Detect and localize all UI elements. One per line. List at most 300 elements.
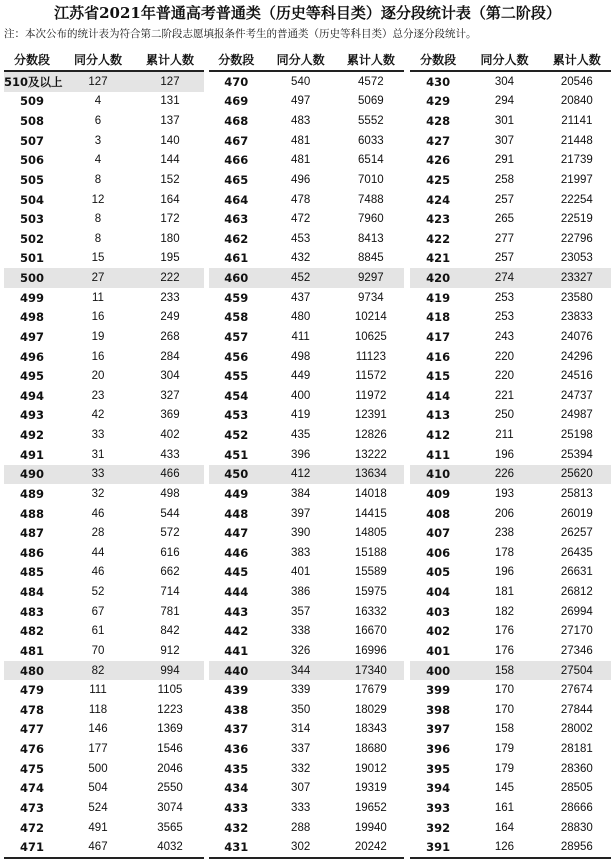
- table-row: [4, 602, 204, 622]
- same-score-count-cell: 226: [494, 468, 515, 481]
- score-cell: 492: [19, 428, 44, 443]
- same-score-count-cell: 344: [291, 664, 311, 677]
- cumulative-count-cell: 327: [160, 389, 180, 402]
- same-score-count-cell: 178: [494, 546, 515, 559]
- score-cell: 413: [426, 408, 451, 423]
- cumulative-count-cell: 23580: [560, 291, 593, 304]
- table-row: [209, 582, 404, 602]
- same-score-count-cell: 67: [91, 605, 105, 618]
- score-cell: 437: [224, 722, 249, 737]
- score-cell: 499: [19, 290, 44, 305]
- same-score-count-cell: 253: [494, 291, 515, 304]
- same-score-count-cell: 6: [94, 115, 102, 128]
- cumulative-count-cell: 8413: [358, 232, 384, 245]
- cumulative-count-cell: 304: [160, 370, 180, 383]
- same-score-count-cell: 170: [494, 703, 515, 716]
- same-score-count-cell: 211: [495, 429, 514, 442]
- cumulative-count-cell: 195: [160, 252, 180, 265]
- same-score-count-cell: 432: [291, 252, 311, 265]
- table-row: [209, 641, 404, 661]
- cumulative-count-cell: 26257: [560, 527, 593, 540]
- cumulative-count-cell: 27170: [560, 625, 593, 638]
- same-score-count-cell: 265: [494, 213, 515, 226]
- cumulative-count-cell: 22519: [560, 213, 593, 226]
- table-row: [410, 249, 611, 269]
- cumulative-count-cell: 28002: [560, 723, 593, 736]
- same-score-count-cell: 238: [494, 527, 515, 540]
- score-cell: 433: [224, 800, 249, 815]
- score-cell: 490: [19, 467, 44, 482]
- score-cell: 456: [224, 349, 249, 364]
- cumulative-count-cell: 16670: [354, 625, 387, 638]
- table-row: [4, 425, 204, 445]
- score-cell: 419: [426, 290, 451, 305]
- score-cell: 496: [19, 349, 44, 364]
- cumulative-count-cell: 6033: [358, 134, 384, 147]
- cumulative-count-cell: 11123: [355, 350, 386, 363]
- same-score-count-cell: 384: [291, 487, 311, 500]
- same-score-count-cell: 333: [291, 801, 311, 814]
- table-row: [209, 268, 404, 288]
- table-row: [410, 700, 611, 720]
- score-cell: 461: [224, 251, 249, 266]
- table-row: [410, 327, 611, 347]
- same-score-count-cell: 396: [291, 448, 311, 461]
- table-row: [410, 465, 611, 485]
- cumulative-count-cell: 26435: [560, 546, 593, 559]
- same-score-count-cell: 8: [94, 232, 102, 245]
- table-row: [209, 563, 404, 583]
- cumulative-count-cell: 6514: [358, 154, 384, 167]
- same-score-count-cell: 304: [494, 75, 515, 88]
- column-header: 分数段: [420, 52, 457, 67]
- same-score-count-cell: 412: [291, 468, 311, 481]
- table-row: [4, 190, 204, 210]
- same-score-count-cell: 177: [88, 743, 108, 756]
- table-row: [4, 386, 204, 406]
- same-score-count-cell: 449: [291, 370, 311, 383]
- same-score-count-cell: 301: [494, 115, 515, 128]
- score-cell: 447: [224, 526, 249, 541]
- score-cell: 403: [426, 604, 451, 619]
- cumulative-count-cell: 3074: [157, 801, 183, 814]
- score-cell: 424: [426, 192, 451, 207]
- cumulative-count-cell: 22796: [560, 232, 593, 245]
- same-score-count-cell: 400: [291, 389, 311, 402]
- same-score-count-cell: 357: [291, 605, 311, 618]
- score-cell: 475: [19, 761, 44, 776]
- score-cell: 407: [426, 526, 451, 541]
- cumulative-count-cell: 249: [160, 311, 180, 324]
- score-cell: 438: [224, 702, 249, 717]
- table-row: [4, 759, 204, 779]
- cumulative-count-cell: 1369: [157, 723, 183, 736]
- table-row: [209, 406, 404, 426]
- cumulative-count-cell: 7010: [358, 173, 384, 186]
- same-score-count-cell: 496: [291, 173, 311, 186]
- table-row: [209, 445, 404, 465]
- same-score-count-cell: 70: [91, 644, 105, 657]
- table-row: [410, 288, 611, 308]
- score-cell: 445: [224, 565, 249, 580]
- cumulative-count-cell: 28830: [560, 821, 593, 834]
- table-row: [410, 523, 611, 543]
- score-cell: 481: [19, 643, 44, 658]
- same-score-count-cell: 118: [88, 703, 108, 716]
- same-score-count-cell: 383: [291, 546, 311, 559]
- same-score-count-cell: 28: [91, 527, 105, 540]
- cumulative-count-cell: 18343: [354, 723, 387, 736]
- cumulative-count-cell: 144: [160, 154, 180, 167]
- cumulative-count-cell: 131: [160, 95, 180, 108]
- table-row: [410, 582, 611, 602]
- cumulative-count-cell: 7488: [358, 193, 384, 206]
- same-score-count-cell: 326: [291, 644, 311, 657]
- cumulative-count-cell: 24076: [560, 330, 593, 343]
- table-row: [4, 661, 204, 681]
- same-score-count-cell: 478: [291, 193, 311, 206]
- table-row: [4, 209, 204, 229]
- table-row: [4, 445, 204, 465]
- table-row: [410, 366, 611, 386]
- score-cell: 402: [426, 624, 451, 639]
- cumulative-count-cell: 8845: [358, 252, 384, 265]
- table-row: [4, 347, 204, 367]
- same-score-count-cell: 220: [494, 370, 515, 383]
- cumulative-count-cell: 912: [160, 644, 180, 657]
- score-cell: 493: [19, 408, 44, 423]
- table-row: [209, 170, 404, 190]
- table-row: [410, 229, 611, 249]
- table-row: [4, 268, 204, 288]
- same-score-count-cell: 288: [291, 821, 311, 834]
- table-row: [209, 229, 404, 249]
- score-cell: 422: [426, 231, 451, 246]
- score-cell: 397: [426, 722, 451, 737]
- cumulative-count-cell: 781: [160, 605, 180, 618]
- same-score-count-cell: 307: [291, 782, 311, 795]
- score-cell: 459: [224, 290, 249, 305]
- same-score-count-cell: 61: [91, 625, 105, 638]
- cumulative-count-cell: 12391: [354, 409, 387, 422]
- cumulative-count-cell: 19940: [354, 821, 387, 834]
- score-cell: 434: [224, 781, 249, 796]
- table-row: [4, 563, 204, 583]
- score-cell: 468: [224, 114, 249, 129]
- same-score-count-cell: 176: [494, 644, 515, 657]
- score-cell: 494: [19, 388, 44, 403]
- table-row: [410, 72, 611, 92]
- header-row: [4, 48, 204, 72]
- same-score-count-cell: 500: [88, 762, 108, 775]
- table-row: [410, 818, 611, 838]
- table-row: [4, 327, 204, 347]
- same-score-count-cell: 338: [291, 625, 311, 638]
- table-row: [4, 111, 204, 131]
- same-score-count-cell: 386: [291, 586, 311, 599]
- column-header: 分数段: [13, 52, 50, 67]
- same-score-count-cell: 126: [494, 841, 515, 854]
- score-cell: 463: [224, 212, 249, 227]
- score-cell: 420: [426, 271, 451, 286]
- score-cell: 392: [426, 820, 451, 835]
- table-row: [209, 680, 404, 700]
- score-cell: 497: [19, 329, 44, 344]
- cumulative-count-cell: 16996: [354, 644, 387, 657]
- score-cell: 506: [19, 153, 44, 168]
- table-row: [410, 209, 611, 229]
- score-cell: 449: [224, 486, 249, 501]
- same-score-count-cell: 193: [494, 487, 515, 500]
- same-score-count-cell: 23: [91, 389, 105, 402]
- same-score-count-cell: 164: [494, 821, 515, 834]
- cumulative-count-cell: 994: [160, 664, 180, 677]
- table-row: [209, 131, 404, 151]
- score-cell: 462: [224, 231, 249, 246]
- table-row: [410, 131, 611, 151]
- same-score-count-cell: 196: [494, 448, 515, 461]
- table-row: [209, 425, 404, 445]
- score-cell: 466: [224, 153, 249, 168]
- cumulative-count-cell: 5552: [358, 115, 384, 128]
- cumulative-count-cell: 13634: [354, 468, 387, 481]
- same-score-count-cell: 390: [291, 527, 311, 540]
- same-score-count-cell: 307: [494, 134, 515, 147]
- score-cell: 465: [224, 172, 249, 187]
- score-cell: 501: [19, 251, 44, 266]
- score-cell: 473: [19, 800, 44, 815]
- table-row: [410, 386, 611, 406]
- score-cell: 479: [19, 683, 44, 698]
- same-score-count-cell: 111: [89, 684, 107, 697]
- same-score-count-cell: 33: [91, 468, 105, 481]
- score-cell: 406: [426, 545, 451, 560]
- score-cell: 469: [224, 94, 249, 109]
- table-row: [209, 720, 404, 740]
- score-column-2: [209, 48, 404, 859]
- same-score-count-cell: 243: [494, 330, 515, 343]
- same-score-count-cell: 146: [88, 723, 108, 736]
- same-score-count-cell: 4: [94, 154, 102, 167]
- score-cell: 421: [426, 251, 451, 266]
- table-row: [209, 504, 404, 524]
- cumulative-count-cell: 18029: [354, 703, 387, 716]
- cumulative-count-cell: 26994: [560, 605, 593, 618]
- same-score-count-cell: 31: [91, 448, 105, 461]
- table-row: [209, 779, 404, 799]
- cumulative-count-cell: 27504: [560, 664, 593, 677]
- table-row: [410, 720, 611, 740]
- table-row: [4, 779, 204, 799]
- table-row: [4, 504, 204, 524]
- score-cell: 409: [426, 486, 451, 501]
- table-row: [4, 622, 204, 642]
- cumulative-count-cell: 369: [160, 409, 180, 422]
- score-cell: 483: [19, 604, 44, 619]
- score-cell: 453: [224, 408, 249, 423]
- table-row: [209, 837, 404, 857]
- cumulative-count-cell: 498: [160, 487, 180, 500]
- score-cell: 503: [19, 212, 44, 227]
- table-row: [4, 641, 204, 661]
- table-row: [209, 386, 404, 406]
- table-row: [410, 425, 611, 445]
- same-score-count-cell: 337: [291, 743, 311, 756]
- score-cell: 451: [224, 447, 249, 462]
- score-cell: 412: [426, 428, 451, 443]
- same-score-count-cell: 127: [88, 75, 108, 88]
- score-cell: 429: [426, 94, 451, 109]
- cumulative-count-cell: 21141: [561, 115, 593, 128]
- same-score-count-cell: 437: [291, 291, 311, 304]
- score-cell: 436: [224, 742, 249, 757]
- cumulative-count-cell: 714: [160, 586, 180, 599]
- score-cell: 509: [19, 94, 44, 109]
- table-row: [4, 406, 204, 426]
- cumulative-count-cell: 14415: [354, 507, 387, 520]
- same-score-count-cell: 42: [91, 409, 105, 422]
- score-cell: 507: [19, 133, 44, 148]
- score-cell: 488: [19, 506, 44, 521]
- same-score-count-cell: 250: [494, 409, 515, 422]
- score-cell: 401: [426, 643, 451, 658]
- cumulative-count-cell: 27674: [560, 684, 593, 697]
- score-cell: 410: [426, 467, 451, 482]
- score-cell: 439: [224, 683, 249, 698]
- same-score-count-cell: 221: [494, 389, 515, 402]
- table-row: [4, 798, 204, 818]
- same-score-count-cell: 145: [494, 782, 515, 795]
- table-row: [410, 779, 611, 799]
- header-row: [410, 48, 611, 72]
- table-row: [410, 92, 611, 112]
- score-cell: 510及以上: [4, 74, 63, 89]
- table-row: [4, 229, 204, 249]
- cumulative-count-cell: 14018: [354, 487, 387, 500]
- cumulative-count-cell: 616: [160, 546, 180, 559]
- cumulative-count-cell: 18680: [354, 743, 387, 756]
- table-row: [209, 484, 404, 504]
- score-column-3: [410, 48, 611, 859]
- table-row: [410, 111, 611, 131]
- table-row: [209, 739, 404, 759]
- cumulative-count-cell: 26812: [560, 586, 593, 599]
- cumulative-count-cell: 842: [160, 625, 180, 638]
- score-cell: 435: [224, 761, 249, 776]
- score-cell: 394: [426, 781, 451, 796]
- score-cell: 472: [19, 820, 44, 835]
- column-header: 累计人数: [145, 52, 194, 67]
- cumulative-count-cell: 21739: [560, 154, 593, 167]
- table-row: [209, 700, 404, 720]
- table-row: [410, 170, 611, 190]
- table-row: [410, 347, 611, 367]
- table-row: [209, 543, 404, 563]
- table-note: 注：本次公布的统计表为符合第二阶段志愿填报条件考生的普通类（历史等科目类）总分逐分段统计。: [4, 28, 477, 40]
- score-cell: 415: [426, 369, 451, 384]
- same-score-count-cell: 16: [91, 311, 105, 324]
- column-header: 分数段: [218, 52, 255, 67]
- cumulative-count-cell: 466: [160, 468, 180, 481]
- cumulative-count-cell: 172: [160, 213, 180, 226]
- same-score-count-cell: 257: [494, 193, 515, 206]
- cumulative-count-cell: 24516: [560, 370, 593, 383]
- table-row: [410, 739, 611, 759]
- same-score-count-cell: 46: [91, 566, 105, 579]
- same-score-count-cell: 481: [291, 134, 311, 147]
- same-score-count-cell: 480: [291, 311, 311, 324]
- table-row: [410, 268, 611, 288]
- cumulative-count-cell: 433: [160, 448, 180, 461]
- score-cell: 431: [224, 840, 249, 855]
- cumulative-count-cell: 7960: [358, 213, 384, 226]
- table-row: [4, 249, 204, 269]
- same-score-count-cell: 497: [291, 95, 311, 108]
- cumulative-count-cell: 544: [160, 507, 180, 520]
- score-cell: 399: [426, 683, 451, 698]
- cumulative-count-cell: 15589: [354, 566, 387, 579]
- cumulative-count-cell: 222: [160, 272, 180, 285]
- score-cell: 508: [19, 114, 44, 129]
- same-score-count-cell: 277: [494, 232, 515, 245]
- cumulative-count-cell: 402: [160, 429, 180, 442]
- table-row: [209, 92, 404, 112]
- table-row: [410, 759, 611, 779]
- same-score-count-cell: 274: [494, 272, 515, 285]
- same-score-count-cell: 314: [291, 723, 311, 736]
- score-cell: 474: [19, 781, 44, 796]
- score-cell: 491: [19, 447, 44, 462]
- same-score-count-cell: 540: [291, 75, 311, 88]
- table-row: [410, 837, 611, 857]
- table-row: [209, 111, 404, 131]
- same-score-count-cell: 161: [494, 801, 515, 814]
- cumulative-count-cell: 20242: [354, 841, 387, 854]
- same-score-count-cell: 206: [494, 507, 515, 520]
- table-row: [209, 308, 404, 328]
- same-score-count-cell: 498: [291, 350, 311, 363]
- table-row: [4, 170, 204, 190]
- cumulative-count-cell: 28181: [560, 743, 593, 756]
- cumulative-count-cell: 9297: [358, 272, 384, 285]
- score-cell: 450: [224, 467, 249, 482]
- same-score-count-cell: 20: [91, 370, 105, 383]
- cumulative-count-cell: 1223: [157, 703, 183, 716]
- same-score-count-cell: 179: [494, 762, 515, 775]
- cumulative-count-cell: 25394: [560, 448, 593, 461]
- table-row: [209, 661, 404, 681]
- score-cell: 430: [426, 74, 451, 89]
- table-row: [209, 249, 404, 269]
- score-cell: 444: [224, 585, 249, 600]
- score-column-1: [4, 48, 204, 859]
- score-cell: 495: [19, 369, 44, 384]
- same-score-count-cell: 453: [291, 232, 311, 245]
- cumulative-count-cell: 17679: [354, 684, 387, 697]
- score-cell: 480: [19, 663, 44, 678]
- same-score-count-cell: 452: [291, 272, 311, 285]
- score-cell: 476: [19, 742, 44, 757]
- score-cell: 426: [426, 153, 451, 168]
- same-score-count-cell: 483: [291, 115, 311, 128]
- score-cell: 477: [19, 722, 44, 737]
- table-row: [410, 308, 611, 328]
- same-score-count-cell: 524: [88, 801, 108, 814]
- cumulative-count-cell: 19319: [354, 782, 387, 795]
- cumulative-count-cell: 17340: [354, 664, 387, 677]
- same-score-count-cell: 15: [91, 252, 105, 265]
- same-score-count-cell: 253: [494, 311, 515, 324]
